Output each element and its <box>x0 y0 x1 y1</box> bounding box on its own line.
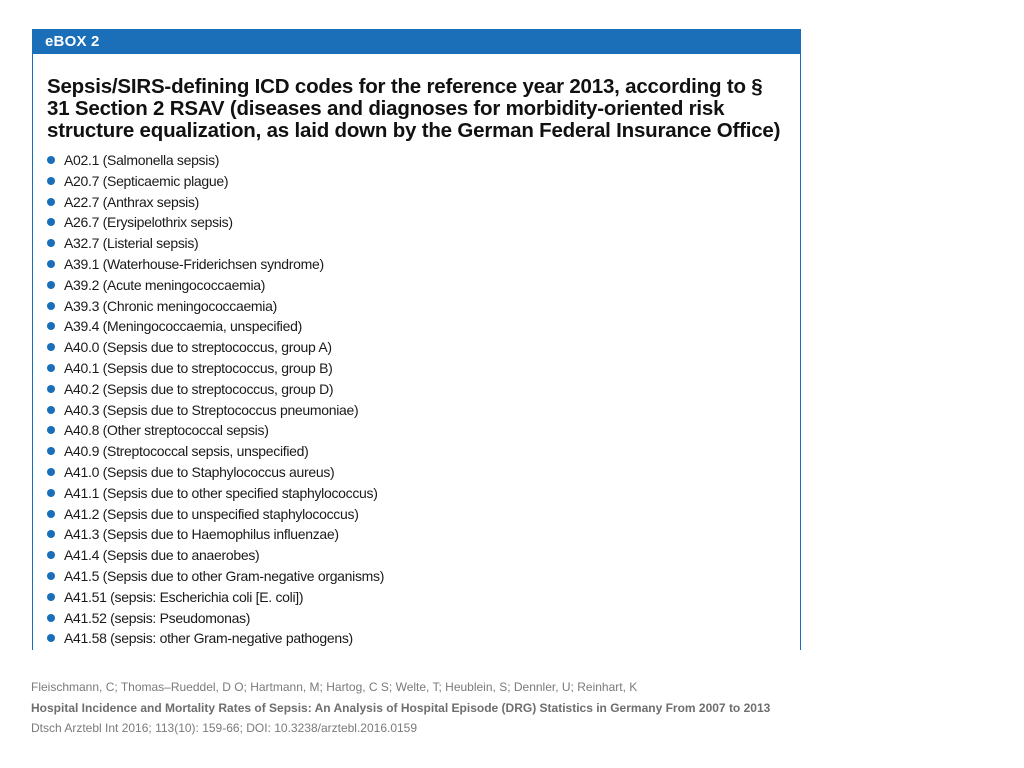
bullet-icon <box>47 260 55 268</box>
list-item-text: A40.9 (Streptococcal sepsis, unspecified) <box>64 443 309 460</box>
bullet-icon <box>47 198 55 206</box>
citation-authors: Fleischmann, C; Thomas–Rueddel, D O; Hartmann, M; Hartog, C S; Welte, T; Heublein, S; Dennler, U; Reinhart, K <box>31 680 638 694</box>
bullet-icon <box>47 239 55 247</box>
list-item <box>47 628 800 649</box>
list-item-text: A26.7 (Erysipelothrix sepsis) <box>64 214 233 231</box>
citation-title: Hospital Incidence and Mortality Rates of Sepsis: An Analysis of Hospital Episode (DRG) Statistics in Germany From 2007 to 2013 <box>31 700 771 715</box>
ebox-title: Sepsis/SIRS-defining ICD codes for the reference year 2013, according to § 31 Section 2 RSAV (diseases and diagnoses for morbidity-oriented risk structure equalization, as laid down by the German Federal Insurance Office) <box>47 75 781 142</box>
list-item <box>47 150 800 171</box>
list-item-text: A22.7 (Anthrax sepsis) <box>64 193 200 210</box>
list-item-text: A40.3 (Sepsis due to Streptococcus pneumoniae) <box>64 401 359 418</box>
bullet-icon <box>47 281 55 289</box>
list-item-text: A20.7 (Septicaemic plague) <box>64 172 229 189</box>
list-item-text: A02.1 (Salmonella sepsis) <box>64 152 220 168</box>
list-item <box>47 400 800 421</box>
bullet-icon <box>47 302 55 310</box>
list-item <box>47 608 800 629</box>
bullet-icon <box>47 218 55 226</box>
list-item <box>47 254 800 275</box>
list-item <box>47 379 800 400</box>
list-item <box>47 420 800 441</box>
bullet-icon <box>47 634 55 642</box>
list-item-text: A32.7 (Listerial sepsis) <box>64 235 199 252</box>
list-item-text: A41.1 (Sepsis due to other specified staphylococcus) <box>64 484 378 501</box>
list-item <box>47 483 800 504</box>
list-item-text: A40.2 (Sepsis due to streptococcus, group D) <box>64 380 334 397</box>
bullet-icon <box>47 385 55 393</box>
list-item <box>47 296 800 317</box>
list-item-text: A41.3 (Sepsis due to Haemophilus influenzae) <box>64 526 339 543</box>
list-item <box>47 524 800 545</box>
bullet-icon <box>47 489 55 497</box>
list-item <box>47 171 800 192</box>
list-item-text: A40.0 (Sepsis due to streptococcus, group A) <box>64 339 332 356</box>
list-item <box>47 587 800 608</box>
list-item <box>47 337 800 358</box>
list-item-text: A41.51 (sepsis: Escherichia coli [E. coli]) <box>64 588 304 605</box>
list-item <box>47 462 800 483</box>
list-item <box>47 566 800 587</box>
list-item <box>47 545 800 566</box>
list-item-text: A41.4 (Sepsis due to anaerobes) <box>64 547 260 564</box>
list-item <box>47 441 800 462</box>
list-item <box>47 504 800 525</box>
list-item-text: A41.5 (Sepsis due to other Gram-negative organisms) <box>64 567 385 584</box>
bullet-icon <box>47 530 55 538</box>
list-item-text: A41.52 (sepsis: Pseudomonas) <box>64 609 251 626</box>
bullet-icon <box>47 551 55 559</box>
bullet-icon <box>47 510 55 518</box>
list-item-text: A40.8 (Other streptococcal sepsis) <box>64 422 269 439</box>
ebox-figure <box>32 29 801 650</box>
list-item <box>47 192 800 213</box>
list-item <box>47 358 800 379</box>
list-item-text: A39.2 (Acute meningococcaemia) <box>64 276 266 293</box>
list-item <box>47 233 800 254</box>
list-item-text: A41.2 (Sepsis due to unspecified staphylococcus) <box>64 505 359 522</box>
bullet-icon <box>47 572 55 580</box>
citation <box>31 677 991 739</box>
ebox-label: eBOX 2 <box>33 29 800 54</box>
bullet-icon <box>47 156 55 164</box>
list-item-text: A41.58 (sepsis: other Gram-negative pathogens) <box>64 630 353 647</box>
bullet-icon <box>47 447 55 455</box>
bullet-icon <box>47 364 55 372</box>
bullet-icon <box>47 426 55 434</box>
list-item-text: A39.1 (Waterhouse-Friderichsen syndrome) <box>64 255 324 272</box>
bullet-icon <box>47 322 55 330</box>
list-item-text: A39.4 (Meningococcaemia, unspecified) <box>64 318 302 335</box>
list-item <box>47 212 800 233</box>
bullet-icon <box>47 593 55 601</box>
bullet-icon <box>47 468 55 476</box>
citation-source: Dtsch Arztebl Int 2016; 113(10): 159-66; DOI: 10.3238/arztebl.2016.0159 <box>31 721 418 735</box>
bullet-icon <box>47 406 55 414</box>
list-item <box>47 316 800 337</box>
bullet-icon <box>47 177 55 185</box>
list-item <box>47 275 800 296</box>
icd-code-list <box>33 150 800 649</box>
list-item-text: A40.1 (Sepsis due to streptococcus, group B) <box>64 359 333 376</box>
bullet-icon <box>47 343 55 351</box>
list-item-text: A41.0 (Sepsis due to Staphylococcus aureus) <box>64 463 335 480</box>
list-item-text: A39.3 (Chronic meningococcaemia) <box>64 297 277 314</box>
bullet-icon <box>47 614 55 622</box>
